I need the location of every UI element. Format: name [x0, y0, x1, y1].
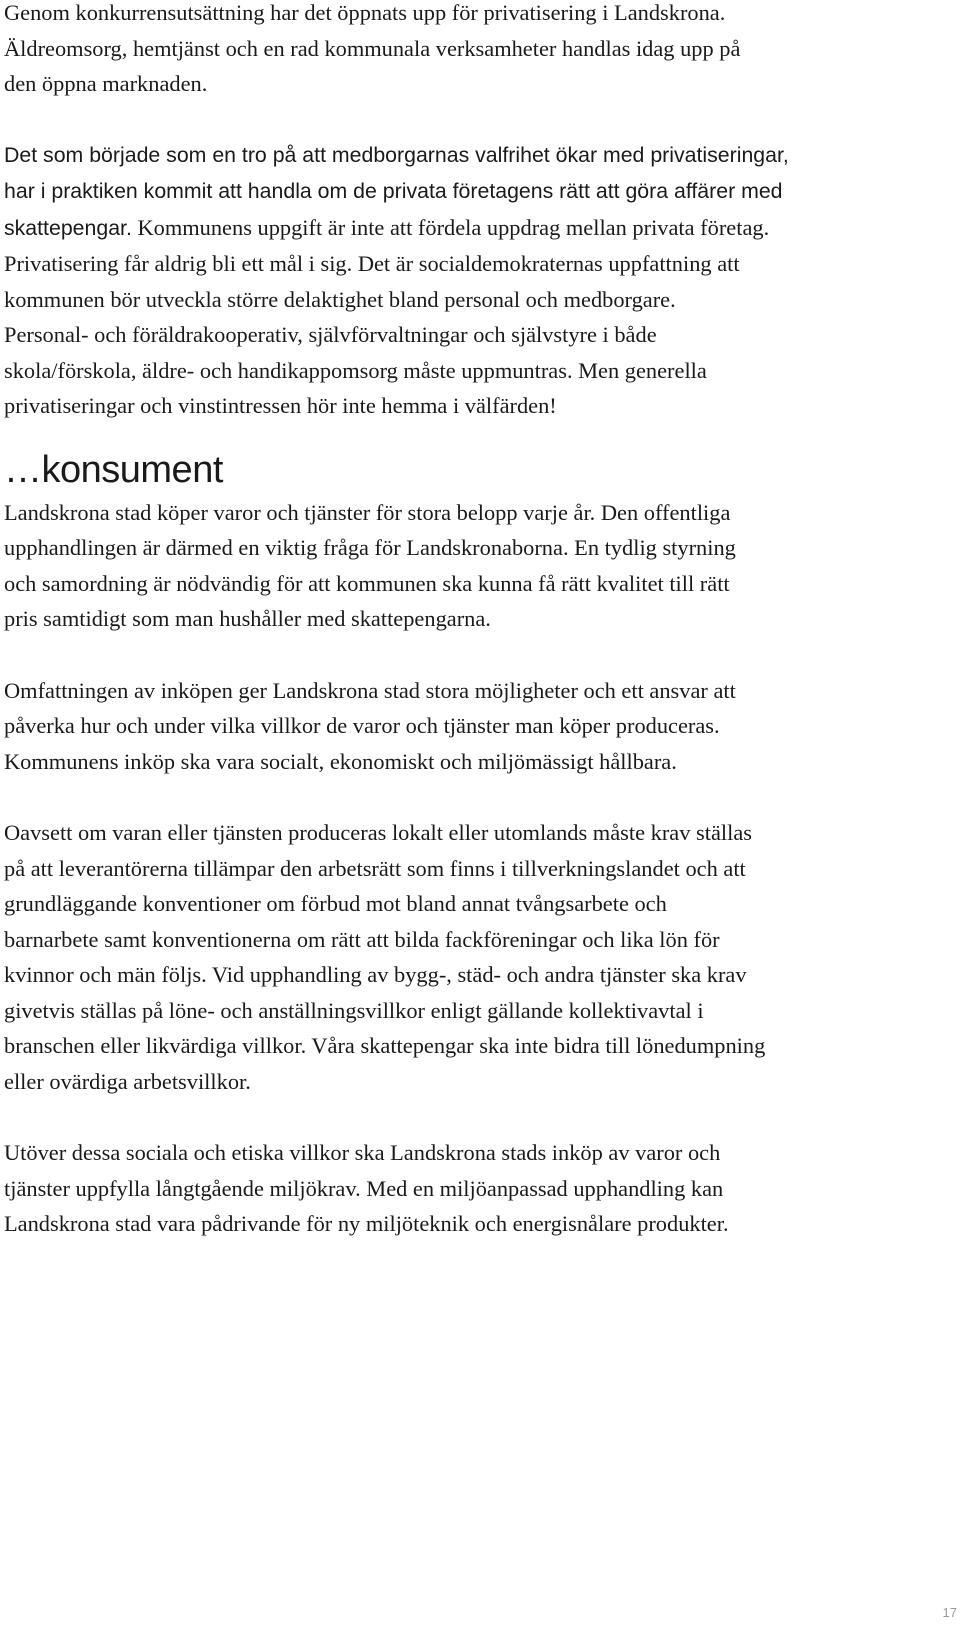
paragraph-sans-segment: Det som började som en tro på att medborgarnas valfrihet ökar med privatiseringar, har i praktiken kommit att handla om de privata företagens rätt att göra affärer med skattepengar.: [4, 142, 789, 240]
page-number: 17: [942, 1605, 957, 1620]
paragraph-procurement-scope: Omfattningen av inköpen ger Landskrona stad stora möjligheter och ett ansvar att påverka hur och under vilka villkor de varor och tjänster man köper produceras. Kommunens inköp ska vara socialt, ekonomiskt och miljömässigt hållbara.: [4, 677, 736, 774]
document-page: [4, 0, 949, 1242]
paragraph-privatization-intro: Genom konkurrensutsättning har det öppnats upp för privatisering i Landskrona. Äldreomsorg, hemtjänst och en rad kommunala verksamheter handlas idag upp på den öppna marknaden.: [4, 0, 741, 96]
paragraph-environmental-requirements: Utöver dessa sociala och etiska villkor ska Landskrona stads inköp av varor och tjänster uppfylla långtgående miljökrav. Med en miljöanpassad upphandling kan Landskrona stad vara pådrivande för ny miljöteknik och energisnålare produkter.: [4, 1140, 729, 1236]
paragraph-privatization-position: [4, 137, 949, 424]
paragraph-serif-segment: Kommunens uppgift är inte att fördela uppdrag mellan privata företag. Privatisering får aldrig bli ett mål i sig. Det är socialdemokraternas uppfattning att kommunen bör utveckla större delaktighet bland personal och medborgare. Personal- och föräldrakooperativ, självförvaltningar och självstyre i både skola/förskola, äldre- och handikappomsorg måste uppmuntras. Men generella privatiseringar och vinstintressen hör inte hemma i välfärden!: [4, 214, 770, 418]
paragraph-labor-requirements: Oavsett om varan eller tjänsten produceras lokalt eller utomlands måste krav ställas på att leverantörerna tillämpar den arbetsrätt som finns i tillverkningslandet och att grundläggande konventioner om förbud mot bland annat tvångsarbete och barnarbete samt konventionerna om rätt att bilda fackföreningar och lika lön för kvinnor och män följs. Vid upphandling av bygg-, städ- och andra tjänster ska krav givetvis ställas på löne- och anställningsvillkor enligt gällande kollektivavtal i branschen eller likvärdiga villkor. Våra skattepengar ska inte bidra till lönedumpning eller ovärdiga arbetsvillkor.: [4, 820, 766, 1094]
paragraph-procurement-intro: Landskrona stad köper varor och tjänster för stora belopp varje år. Den offentliga upphandlingen är därmed en viktig fråga för Landskronaborna. En tydlig styrning och samordning är nödvändig för att kommunen ska kunna få rätt kvalitet till rätt pris samtidigt som man hushåller med skattepengarna.: [4, 499, 736, 631]
section-heading-konsument: …konsument: [4, 448, 223, 491]
